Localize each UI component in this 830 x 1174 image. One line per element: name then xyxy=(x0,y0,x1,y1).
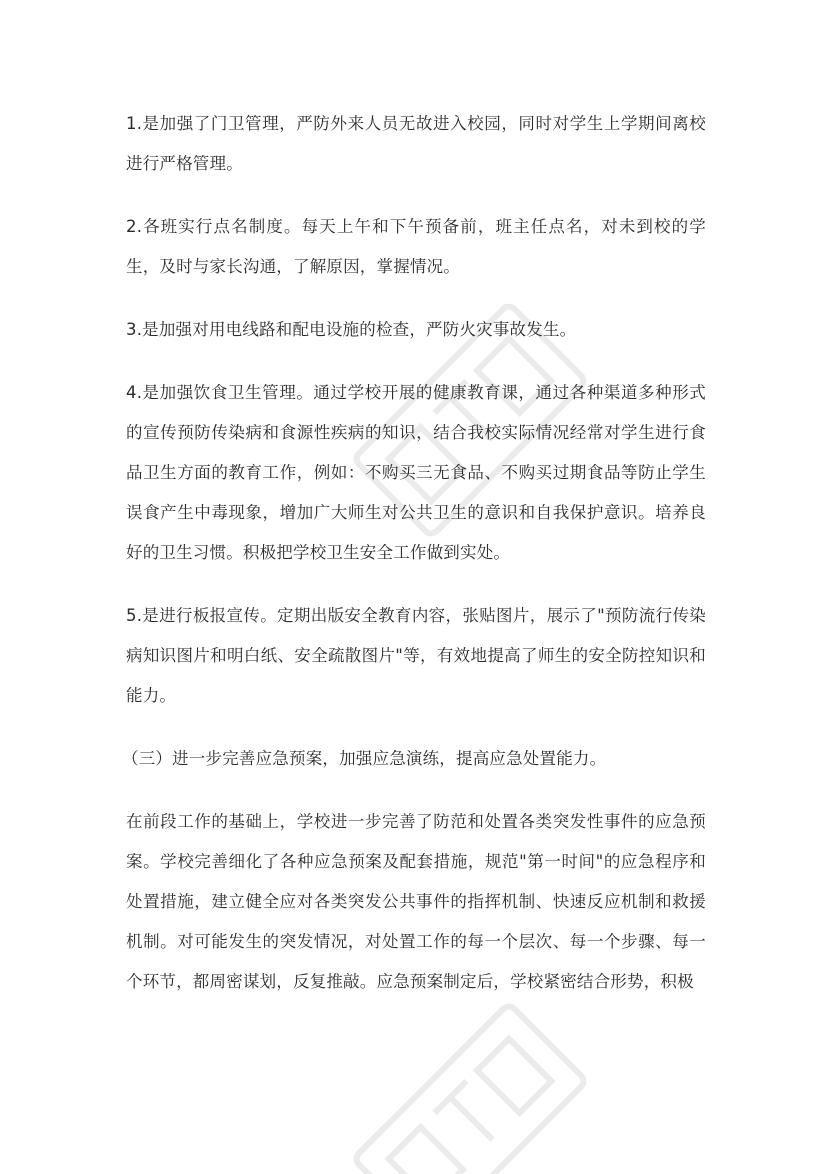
watermark-stamp-bottom xyxy=(353,1003,586,1174)
document-body xyxy=(122,104,706,1025)
paragraph-3: 3.是加强对用电线路和配电设施的检查，严防火灾事故发生。 xyxy=(126,320,577,339)
paragraph-6: 在前段工作的基础上，学校进一步完善了防范和处置各类突发性事件的应急预案。学校完善细化了各种应急预案及配套措施，规范"第一时间"的应急程序和处置措施，建立健全应对各类突发公共事件的指挥机制、快速反应机制和救援机制。对可能发生的突发情况，对处置工作的每一个层次、每一个步骤、每一个环节，都周密谋划，反复推敲。应急预案制定后，学校紧密结合形势，积极 xyxy=(126,812,706,991)
paragraph-5: 5.是进行板报宣传。定期出版安全教育内容，张贴图片，展示了"预防流行传染病知识图片和明白纸、安全疏散图片"等，有效地提高了师生的安全防控知识和能力。 xyxy=(126,606,706,705)
paragraph-1: 1.是加强了门卫管理，严防外来人员无故进入校园，同时对学生上学期间离校进行严格管理。 xyxy=(126,114,706,173)
paragraph-4: 4.是加强饮食卫生管理。通过学校开展的健康教育课，通过各种渠道多种形式的宣传预防传染病和食源性疾病的知识，结合我校实际情况经常对学生进行食品卫生方面的教育工作，例如：不购买三无食品、不购买过期食品等防止学生误食产生中毒现象，增加广大师生对公共卫生的意识和自我保护意识。培养良好的卫生习惯。积极把学校卫生安全工作做到实处。 xyxy=(126,383,706,562)
section-heading: （三）进一步完善应急预案，加强应急演练，提高应急处置能力。 xyxy=(122,749,607,768)
paragraph-2: 2.各班实行点名制度。每天上午和下午预备前，班主任点名，对未到校的学生，及时与家长沟通，了解原因，掌握情况。 xyxy=(126,217,706,276)
